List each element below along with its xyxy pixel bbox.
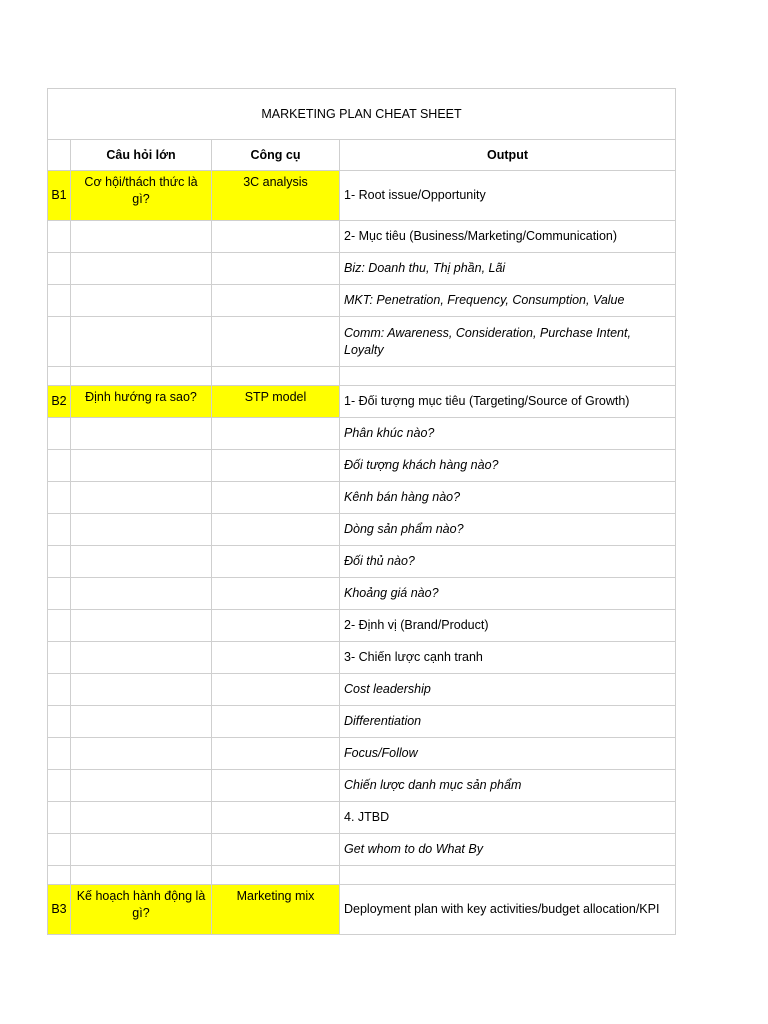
- step-cell: [48, 221, 71, 253]
- step-cell: [48, 642, 71, 674]
- output-cell: Kênh bán hàng nào?: [340, 482, 676, 514]
- question-cell: [71, 514, 212, 546]
- question-cell: [71, 578, 212, 610]
- step-cell: [48, 674, 71, 706]
- output-cell: Differentiation: [340, 706, 676, 738]
- table-row: [48, 642, 676, 674]
- output-cell: Cost leadership: [340, 674, 676, 706]
- spacer-row: [48, 367, 676, 386]
- header-row: [48, 140, 676, 171]
- tool-cell: [212, 770, 340, 802]
- question-cell: [71, 418, 212, 450]
- tool-cell: [212, 418, 340, 450]
- output-cell: Đối tượng khách hàng nào?: [340, 450, 676, 482]
- header-tool: Công cụ: [212, 140, 340, 171]
- step-cell: [48, 450, 71, 482]
- tool-cell: [212, 866, 340, 885]
- table-row: [48, 482, 676, 514]
- output-cell: Focus/Follow: [340, 738, 676, 770]
- table-row: [48, 674, 676, 706]
- question-cell: [71, 367, 212, 386]
- tool-cell: [212, 221, 340, 253]
- output-cell: 1- Root issue/Opportunity: [340, 171, 676, 221]
- tool-cell: 3C analysis: [212, 171, 340, 221]
- question-cell: [71, 221, 212, 253]
- step-cell: [48, 706, 71, 738]
- step-cell: [48, 802, 71, 834]
- question-cell: [71, 866, 212, 885]
- table-row: [48, 706, 676, 738]
- tool-cell: STP model: [212, 386, 340, 418]
- question-cell: Kế hoạch hành động là gì?: [71, 885, 212, 935]
- tool-cell: [212, 834, 340, 866]
- question-cell: [71, 317, 212, 367]
- header-step: [48, 140, 71, 171]
- sheet-title: MARKETING PLAN CHEAT SHEET: [48, 89, 676, 140]
- tool-cell: [212, 450, 340, 482]
- question-cell: [71, 285, 212, 317]
- table-row: [48, 610, 676, 642]
- tool-cell: [212, 482, 340, 514]
- question-cell: Định hướng ra sao?: [71, 386, 212, 418]
- step-cell: [48, 610, 71, 642]
- title-row: [48, 89, 676, 140]
- table-row: [48, 514, 676, 546]
- step-cell: [48, 317, 71, 367]
- step-cell: [48, 285, 71, 317]
- question-cell: [71, 546, 212, 578]
- output-cell: Phân khúc nào?: [340, 418, 676, 450]
- output-cell: 2- Định vị (Brand/Product): [340, 610, 676, 642]
- step-cell: [48, 866, 71, 885]
- step-cell: B2: [48, 386, 71, 418]
- step-cell: [48, 367, 71, 386]
- question-cell: [71, 450, 212, 482]
- tool-cell: [212, 642, 340, 674]
- table-row: [48, 386, 676, 418]
- output-cell: [340, 367, 676, 386]
- header-question: Câu hỏi lớn: [71, 140, 212, 171]
- table-row: [48, 171, 676, 221]
- spacer-row: [48, 866, 676, 885]
- step-cell: [48, 546, 71, 578]
- step-cell: [48, 770, 71, 802]
- table-row: [48, 450, 676, 482]
- output-cell: Biz: Doanh thu, Thị phần, Lãi: [340, 253, 676, 285]
- table-row: [48, 418, 676, 450]
- output-cell: [340, 866, 676, 885]
- question-cell: [71, 253, 212, 285]
- step-cell: [48, 834, 71, 866]
- tool-cell: [212, 610, 340, 642]
- tool-cell: [212, 706, 340, 738]
- header-output: Output: [340, 140, 676, 171]
- output-cell: 2- Mục tiêu (Business/Marketing/Communication): [340, 221, 676, 253]
- output-cell: 3- Chiến lược cạnh tranh: [340, 642, 676, 674]
- step-cell: [48, 578, 71, 610]
- output-cell: Đối thủ nào?: [340, 546, 676, 578]
- table-row: [48, 317, 676, 367]
- table-row: [48, 834, 676, 866]
- output-cell: Get whom to do What By: [340, 834, 676, 866]
- step-cell: B3: [48, 885, 71, 935]
- question-cell: [71, 674, 212, 706]
- output-cell: Khoảng giá nào?: [340, 578, 676, 610]
- output-cell: Dòng sản phẩm nào?: [340, 514, 676, 546]
- step-cell: [48, 738, 71, 770]
- output-cell: MKT: Penetration, Frequency, Consumption, Value: [340, 285, 676, 317]
- table-row: [48, 885, 676, 935]
- question-cell: [71, 642, 212, 674]
- table-row: [48, 221, 676, 253]
- output-cell: Deployment plan with key activities/budget allocation/KPI: [340, 885, 676, 935]
- tool-cell: [212, 367, 340, 386]
- table-row: [48, 285, 676, 317]
- step-cell: [48, 514, 71, 546]
- question-cell: [71, 802, 212, 834]
- tool-cell: [212, 546, 340, 578]
- output-cell: Comm: Awareness, Consideration, Purchase Intent, Loyalty: [340, 317, 676, 367]
- table-row: [48, 253, 676, 285]
- output-cell: Chiến lược danh mục sản phẩm: [340, 770, 676, 802]
- table-row: [48, 578, 676, 610]
- tool-cell: [212, 514, 340, 546]
- tool-cell: Marketing mix: [212, 885, 340, 935]
- tool-cell: [212, 738, 340, 770]
- output-cell: 4. JTBD: [340, 802, 676, 834]
- table-row: [48, 738, 676, 770]
- question-cell: [71, 610, 212, 642]
- question-cell: [71, 706, 212, 738]
- step-cell: [48, 482, 71, 514]
- step-cell: [48, 253, 71, 285]
- step-cell: B1: [48, 171, 71, 221]
- output-cell: 1- Đối tượng mục tiêu (Targeting/Source of Growth): [340, 386, 676, 418]
- step-cell: [48, 418, 71, 450]
- tool-cell: [212, 285, 340, 317]
- table-body: [48, 89, 676, 935]
- tool-cell: [212, 674, 340, 706]
- tool-cell: [212, 578, 340, 610]
- question-cell: [71, 770, 212, 802]
- question-cell: [71, 834, 212, 866]
- tool-cell: [212, 802, 340, 834]
- tool-cell: [212, 317, 340, 367]
- cheat-sheet-table: [47, 88, 676, 935]
- question-cell: [71, 482, 212, 514]
- question-cell: [71, 738, 212, 770]
- tool-cell: [212, 253, 340, 285]
- question-cell: Cơ hội/thách thức là gì?: [71, 171, 212, 221]
- table-row: [48, 770, 676, 802]
- table-row: [48, 802, 676, 834]
- table-row: [48, 546, 676, 578]
